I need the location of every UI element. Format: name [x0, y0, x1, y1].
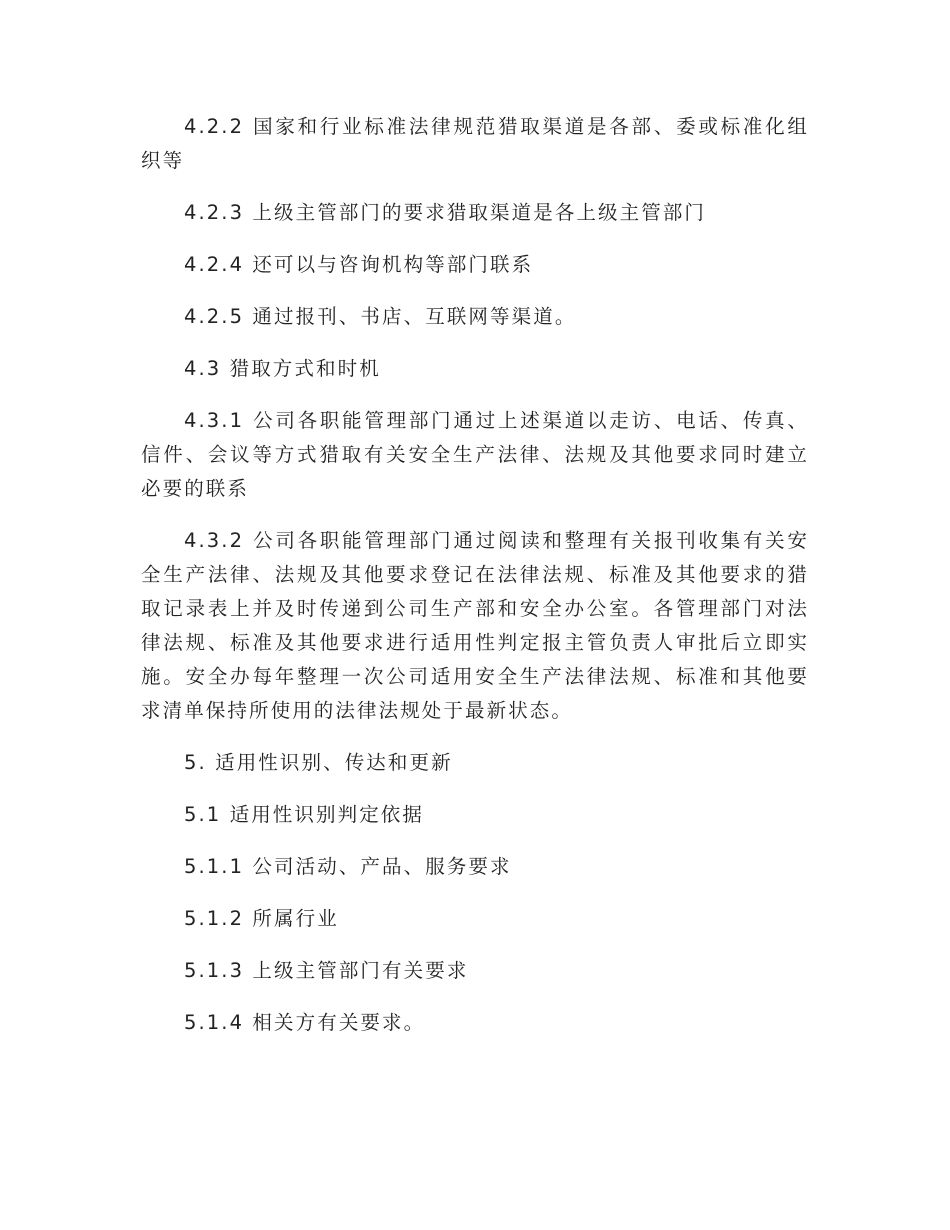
- paragraph-4-2-2: 4.2.2 国家和行业标准法律规范猎取渠道是各部、委或标准化组织等: [141, 115, 809, 172]
- document-body: [141, 110, 809, 1058]
- heading-4-3: 4.3 猎取方式和时机: [184, 357, 381, 380]
- paragraph-5-1-3: 5.1.3 上级主管部门有关要求: [184, 959, 469, 982]
- paragraph-5-1-1: 5.1.1 公司活动、产品、服务要求: [184, 855, 512, 878]
- paragraph-4-2-5: 4.2.5 通过报刊、书店、互联网等渠道。: [184, 305, 577, 328]
- paragraph-5-1-4: 5.1.4 相关方有关要求。: [184, 1011, 426, 1034]
- paragraph-4-3-2: 4.3.2 公司各职能管理部门通过阅读和整理有关报刊收集有关安全生产法律、法规及其他要求登记在法律法规、标准及其他要求的猎取记录表上并及时传递到公司生产部和安全办公室。各管理部门对法律法规、标准及其他要求进行适用性判定报主管负责人审批后立即实施。安全办每年整理一次公司适用安全生产法律法规、标准和其他要求清单保持所使用的法律法规处于最新状态。: [141, 529, 809, 722]
- paragraph-4-2-4: 4.2.4 还可以与咨询机构等部门联系: [184, 253, 534, 276]
- paragraph-5-1-2: 5.1.2 所属行业: [184, 907, 339, 930]
- paragraph-4-2-3: 4.2.3 上级主管部门的要求猎取渠道是各上级主管部门: [184, 201, 707, 224]
- paragraph-4-3-1: 4.3.1 公司各职能管理部门通过上述渠道以走访、电话、传真、信件、会议等方式猎取有关安全生产法律、法规及其他要求同时建立必要的联系: [141, 409, 809, 500]
- heading-5: 5. 适用性识别、传达和更新: [184, 751, 453, 774]
- heading-5-1: 5.1 适用性识别判定依据: [184, 803, 425, 826]
